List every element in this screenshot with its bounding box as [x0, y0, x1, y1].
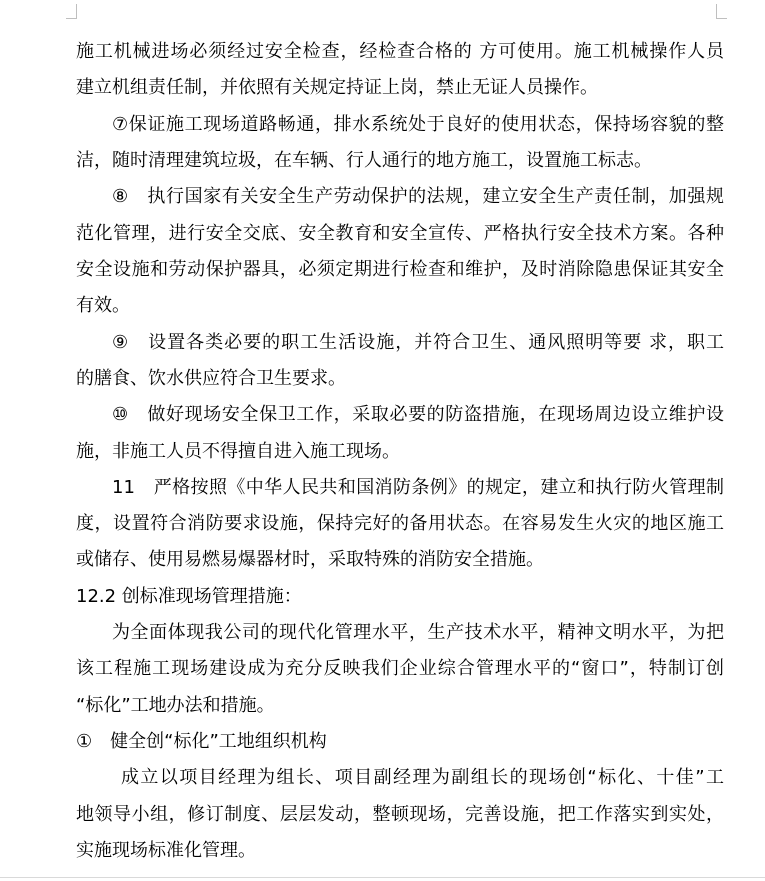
- paragraph-9-line-2: 的膳食、饮水供应符合卫生要求。: [76, 368, 346, 389]
- text-line-1: 施工机械进场必须经过安全检查，经检查合格的 方可使用。施工机械操作人员: [76, 41, 724, 62]
- paragraph-11-line-3: 或储存、使用易燃易爆器材时，采取特殊的消防安全措施。: [76, 549, 544, 570]
- paragraph-11-line-2: 度，设置符合消防要求设施，保持完好的备用状态。在容易发生火灾的地区施工: [76, 513, 724, 534]
- list-item-1-line-3: 实施现场标准化管理。: [76, 840, 256, 861]
- intro-line-2: 该工程施工现场建设成为充分反映我们企业综合管理水平的“窗口”，特制订创: [76, 658, 724, 679]
- list-item-1-heading: ① 健全创“标化”工地组织机构: [76, 731, 327, 752]
- paragraph-8-line-3: 安全设施和劳动保护器具，必须定期进行检查和维护，及时消除隐患保证其安全: [76, 259, 724, 280]
- paragraph-10-line-2: 施，非施工人员不得擅自进入施工现场。: [76, 441, 400, 462]
- crop-mark-right: [716, 4, 727, 19]
- paragraph-11-line-1: 11 严格按照《中华人民共和国消防条例》的规定，建立和执行防火管理制: [112, 477, 724, 498]
- intro-line-1: 为全面体现我公司的现代化管理水平，生产技术水平，精神文明水平，为把: [112, 622, 724, 643]
- paragraph-8-line-4: 有效。: [76, 295, 130, 316]
- list-item-1-line-2: 地领导小组，修订制度、层层发动，整顿现场，完善设施，把工作落实到实处，: [76, 804, 724, 825]
- paragraph-8-line-1: ⑧ 执行国家有关安全生产劳动保护的法规，建立安全生产责任制，加强规: [112, 186, 724, 207]
- list-item-1-line-1: 成立以项目经理为组长、项目副经理为副组长的现场创“标化、十佳”工: [121, 767, 724, 788]
- paragraph-10-line-1: ⑩ 做好现场安全保卫工作，采取必要的防盗措施，在现场周边设立维护设: [112, 404, 724, 425]
- paragraph-8-line-2: 范化管理，进行安全交底、安全教育和安全宣传、严格执行安全技术方案。各种: [76, 223, 724, 244]
- paragraph-7-line-2: 洁，随时清理建筑垃圾，在车辆、行人通行的地方施工，设置施工标志。: [76, 150, 652, 171]
- text-line-2: 建立机组责任制，并依照有关规定持证上岗，禁止无证人员操作。: [76, 77, 598, 98]
- paragraph-9-line-1: ⑨ 设置各类必要的职工生活设施，并符合卫生、通风照明等要 求，职工: [112, 332, 724, 353]
- crop-mark-left: [66, 4, 77, 19]
- bottom-divider: [0, 877, 765, 878]
- intro-line-3: “标化”工地办法和措施。: [76, 695, 275, 716]
- section-heading: 12.2 创标准现场管理措施：: [76, 586, 302, 607]
- paragraph-7-line-1: ⑦保证施工现场道路畅通，排水系统处于良好的使用状态，保持场容貌的整: [112, 114, 724, 135]
